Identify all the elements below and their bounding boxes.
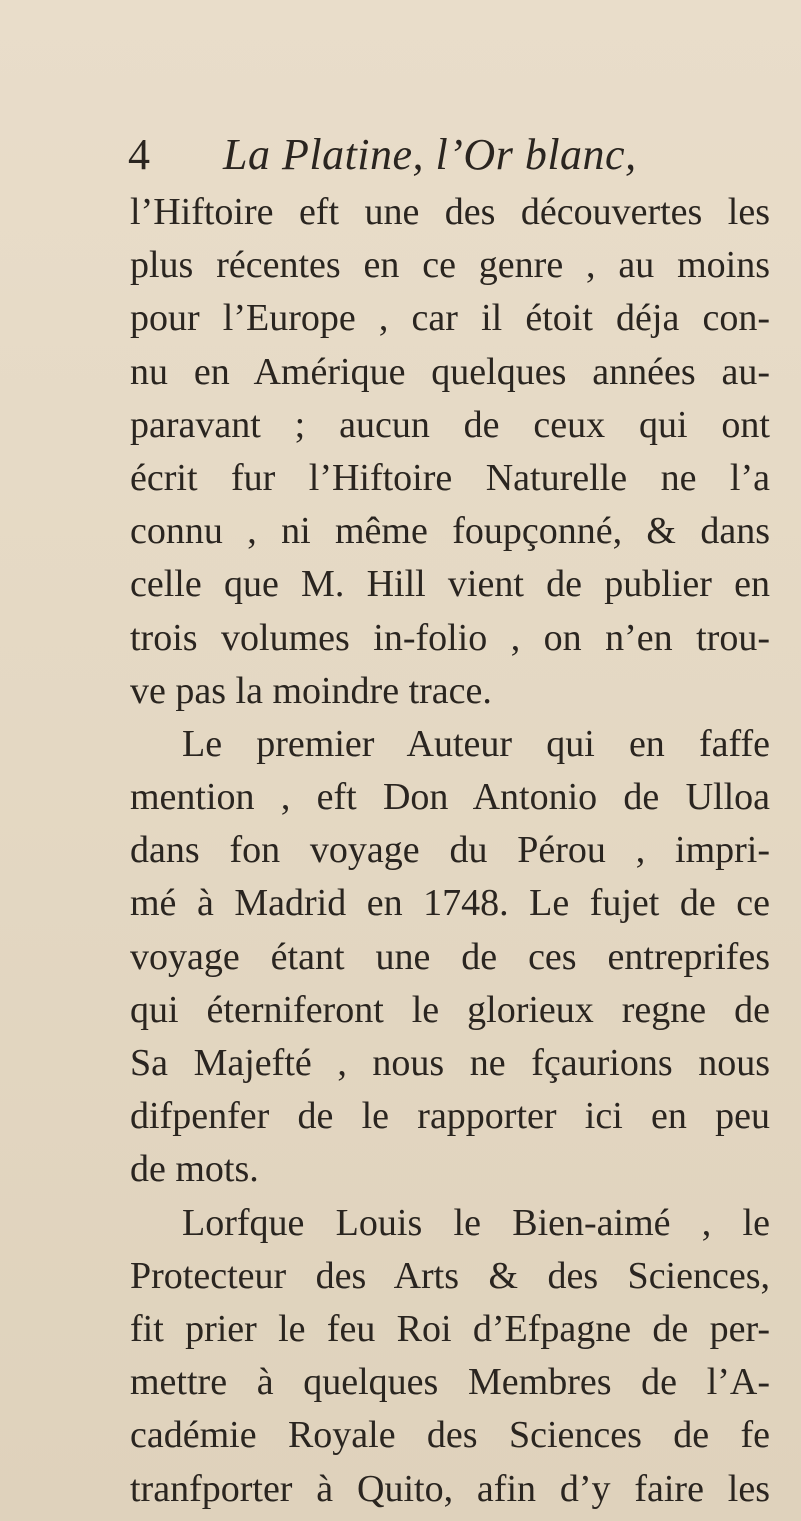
text-line: fit prier le feu Roi d’Efpagne de per- [130, 1307, 770, 1350]
text-line: dans fon voyage du Pérou , impri- [130, 829, 770, 872]
text-line: l’Hiftoire eft une des découvertes les [130, 191, 770, 233]
text-line: voyage étant une de ces entreprifes [130, 935, 770, 978]
text-line: mettre à quelques Membres de l’A- [130, 1361, 770, 1404]
text-line: ve pas la moindre trace. [130, 669, 492, 712]
body-text [130, 186, 770, 1516]
text-line: Protecteur des Arts & des Sciences, [130, 1254, 770, 1297]
text-line: connu , ni même foupçonné, & dans [130, 510, 770, 553]
text-line: paravant ; aucun de ceux qui ont [130, 403, 770, 446]
text-line: cadémie Royale des Sciences de fe [130, 1414, 770, 1457]
text-line: celle que M. Hill vient de publier en [130, 563, 770, 606]
page-number: 4 [128, 130, 150, 179]
page-header [128, 126, 768, 184]
paragraph-start-line: Lorfque Louis le Bien-aimé , le [182, 1201, 770, 1244]
paragraph-start-line: Le premier Auteur qui en faffe [182, 722, 770, 765]
text-line: mé à Madrid en 1748. Le fujet de ce [130, 882, 770, 925]
text-line: mention , eft Don Antonio de Ulloa [130, 776, 770, 819]
text-line: nu en Amérique quelques années au- [130, 350, 770, 393]
text-line: pour l’Europe , car il étoit déja con- [130, 297, 770, 340]
text-line: qui éterniferont le glorieux regne de [130, 988, 770, 1031]
running-title: La Platine, l’Or blanc, [223, 130, 637, 179]
text-line: écrit fur l’Hiftoire Naturelle ne l’a [130, 456, 770, 499]
text-line: de mots. [130, 1148, 259, 1191]
text-line: difpenfer de le rapporter ici en peu [130, 1095, 770, 1138]
text-line: trois volumes in-folio , on n’en trou- [130, 616, 770, 659]
text-line: Sa Majefté , nous ne fçaurions nous [130, 1042, 770, 1084]
text-line: tranfporter à Quito, afin d’y faire les [130, 1467, 770, 1510]
text-line: plus récentes en ce genre , au moins [130, 244, 770, 287]
